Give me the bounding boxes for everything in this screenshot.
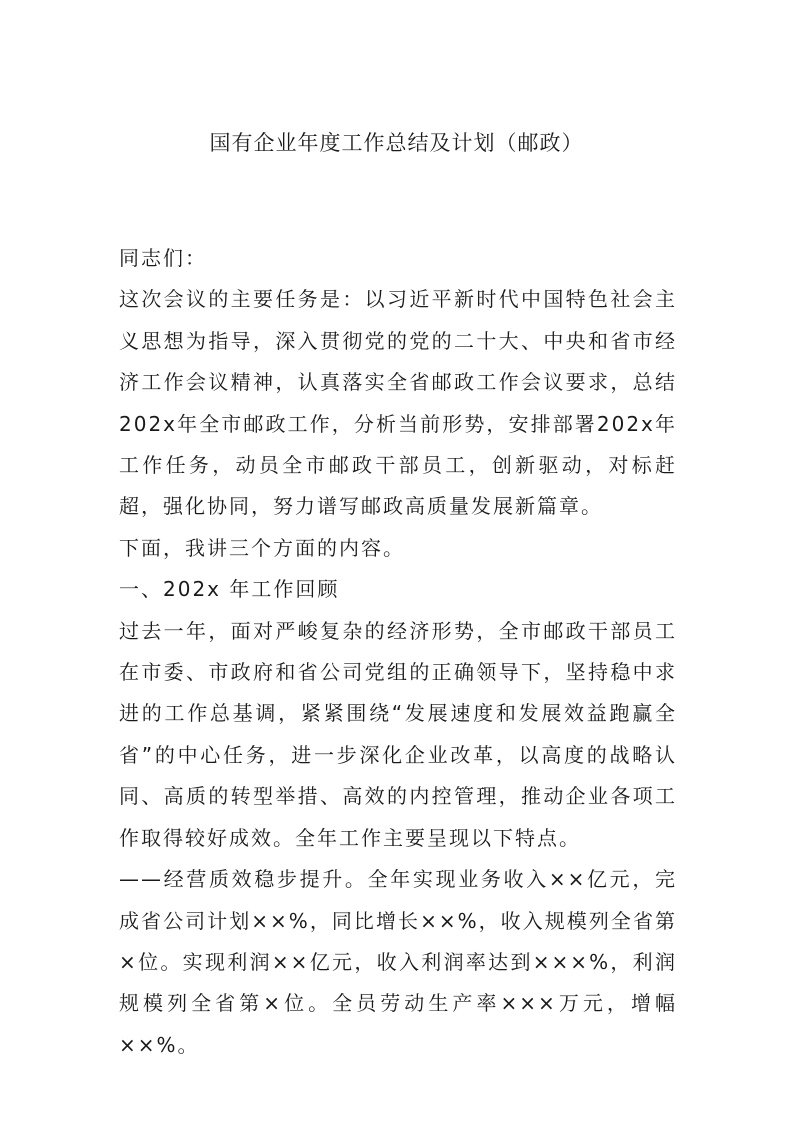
paragraph-meeting-task: 这次会议的主要任务是：以习近平新时代中国特色社会主义思想为指导，深入贯彻党的党的二十大、中央和省市经济工作会议精神，认真落实全省邮政工作会议要求，总结202x年全市邮政工作，分析当前形势，安排部署202x年工作任务，动员全市邮政干部员工，创新驱动，对标赶超，强化协同，努力谱写邮政高质量发展新篇章。 [119,287,677,519]
paragraph-review: 过去一年，面对严峻复杂的经济形势，全市邮政干部员工在市委、市政府和省公司党组的正确领导下，坚持稳中求进的工作总基调，紧紧围绕“发展速度和发展效益跑赢全省”的中心任务，进一步深化企业改革，以高度的战略认同、高质的转型举措、高效的内控管理，推动企业各项工作取得较好成效。全年工作主要呈现以下特点。 [119,618,677,850]
document-body [119,238,677,1066]
paragraph-performance: ——经营质效稳步提升。全年实现业务收入××亿元，完成省公司计划××%，同比增长××%，收入规模列全省第×位。实现利润××亿元，收入利润率达到×××%，利润规模列全省第×位。全员劳动生产率×××万元，增幅××%。 [119,867,677,1057]
section-heading-review: 一、202x 年工作回顾 [119,577,340,602]
document-title: 国有企业年度工作总结及计划（邮政） [209,131,584,155]
salutation: 同志们： [119,246,207,270]
paragraph-outline: 下面，我讲三个方面的内容。 [119,535,405,560]
